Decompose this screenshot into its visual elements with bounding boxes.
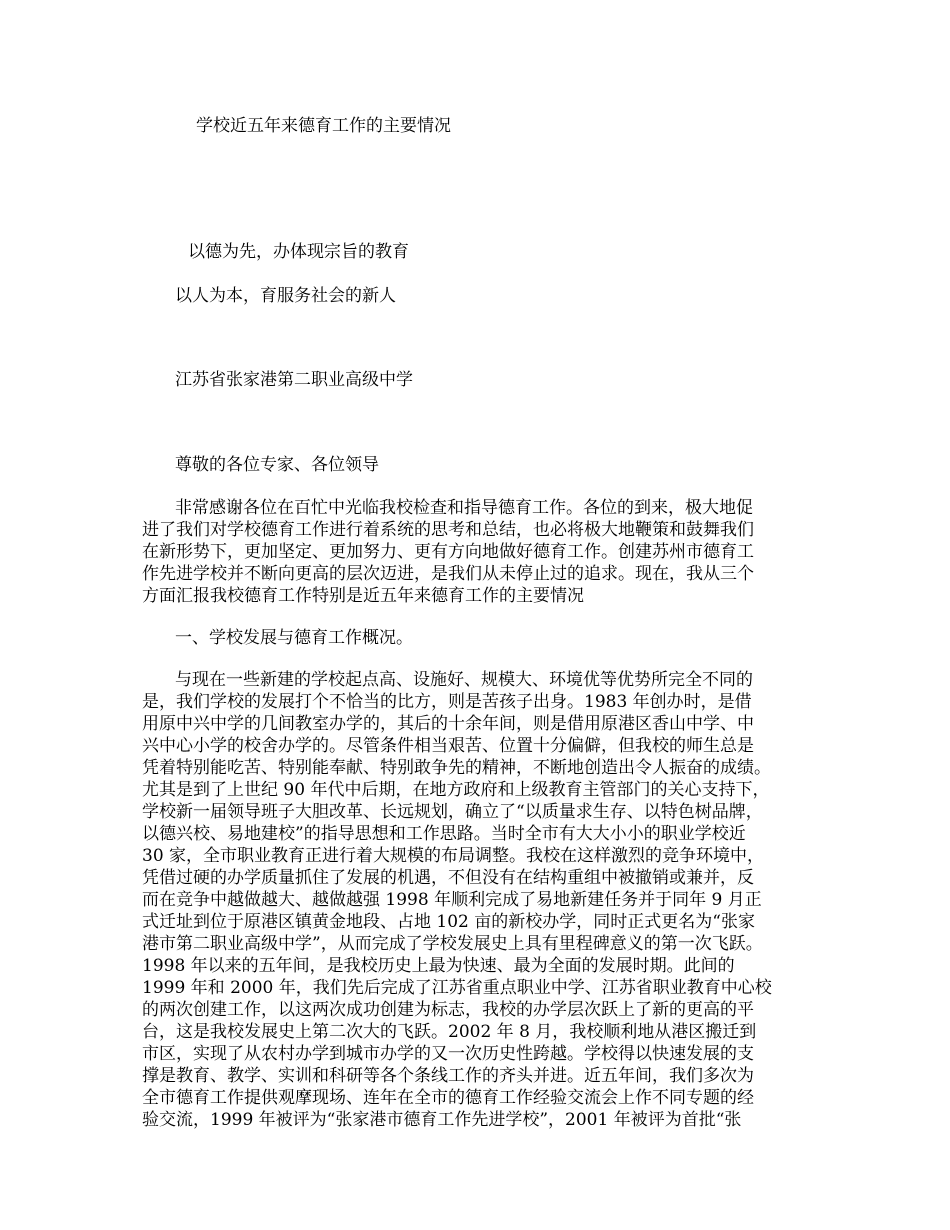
paragraph-line: 兴中心小学的校舍办学的。尽管条件相当艰苦、位置十分偏僻，但我校的师生总是 (142, 736, 754, 756)
paragraph-line: 撑是教育、教学、实训和科研等各个条线工作的齐头并进。近五年间，我们多次为 (142, 1066, 754, 1086)
paragraph-line: 的两次创建工作，以这两次成功创建为标志，我校的办学层次跃上了新的更高的平 (142, 1000, 754, 1020)
paragraph-line: 1998 年以来的五年间，是我校历史上最为快速、最为全面的发展时期。此间的 (142, 956, 735, 976)
paragraph-line: 方面汇报我校德育工作特别是近五年来德育工作的主要情况 (142, 586, 584, 606)
motto-line-2: 以人为本，育服务社会的新人 (175, 286, 396, 306)
paragraph-line: 全市德育工作提供观摩现场、连年在全市的德育工作经验交流会上作不同专题的经 (142, 1088, 754, 1108)
paragraph-line: 凭借过硬的办学质量抓住了发展的机遇，不但没有在结构重组中被撤销或兼并，反 (142, 868, 754, 888)
paragraph-line: 作先进学校并不断向更高的层次迈进，是我们从未停止过的追求。现在，我从三个 (142, 564, 754, 584)
paragraph-line: 进了我们对学校德育工作进行着系统的思考和总结，也必将极大地鞭策和鼓舞我们 (142, 520, 754, 540)
motto-line-1: 以德为先，办体现宗旨的教育 (188, 242, 409, 262)
document-title: 学校近五年来德育工作的主要情况 (196, 116, 451, 136)
paragraph-line: 市区，实现了从农村办学到城市办学的又一次历史性跨越。学校得以快速发展的支 (142, 1044, 754, 1064)
paragraph-line: 港市第二职业高级中学”，从而完成了学校发展史上具有里程碑意义的第一次飞跃。 (142, 934, 763, 954)
paragraph-line: 30 家，全市职业教育正进行着大规模的布局调整。我校在这样激烈的竞争环境中， (142, 846, 765, 866)
paragraph-line: 验交流，1999 年被评为“张家港市德育工作先进学校”，2001 年被评为首批“张 (142, 1110, 742, 1130)
paragraph-line: 凭着特别能吃苦、特别能奉献、特别敢争先的精神，不断地创造出令人振奋的成绩。 (142, 758, 771, 778)
paragraph-line: 用原中兴中学的几间教室办学的，其后的十余年间，则是借用原港区香山中学、中 (142, 714, 754, 734)
paragraph-line: 式迁址到位于原港区镇黄金地段、占地 102 亩的新校办学，同时正式更名为“张家 (142, 912, 755, 932)
paragraph-line: 与现在一些新建的学校起点高、设施好、规模大、环境优等优势所完全不同的 (175, 670, 753, 690)
paragraph-line: 是，我们学校的发展打个不恰当的比方，则是苦孩子出身。1983 年创办时，是借 (142, 692, 752, 712)
paragraph-line: 1999 年和 2000 年，我们先后完成了江苏省重点职业中学、江苏省职业教育中心校 (142, 978, 772, 998)
paragraph-line: 尤其是到了上世纪 90 年代中后期，在地方政府和上级教育主管部门的关心支持下， (142, 780, 770, 800)
paragraph-line: 台，这是我校发展史上第二次大的飞跃。2002 年 8 月，我校顺利地从港区搬迁到 (142, 1022, 757, 1042)
paragraph-line: 学校新一届领导班子大胆改革、长远规划，确立了“以质量求生存、以特色树品牌， (142, 802, 763, 822)
paragraph-line: 在新形势下，更加坚定、更加努力、更有方向地做好德育工作。创建苏州市德育工 (142, 542, 754, 562)
school-name: 江苏省张家港第二职业高级中学 (175, 370, 413, 390)
section-heading: 一、学校发展与德育工作概况。 (175, 628, 413, 648)
salutation: 尊敬的各位专家、各位领导 (175, 455, 379, 475)
paragraph-line: 而在竞争中越做越大、越做越强 1998 年顺利完成了易地新建任务并于同年 9 月正 (142, 890, 762, 910)
paragraph-line: 非常感谢各位在百忙中光临我校检查和指导德育工作。各位的到来，极大地促 (175, 498, 753, 518)
paragraph-line: 以德兴校、易地建校”的指导思想和工作思路。当时全市有大大小小的职业学校近 (142, 824, 746, 844)
